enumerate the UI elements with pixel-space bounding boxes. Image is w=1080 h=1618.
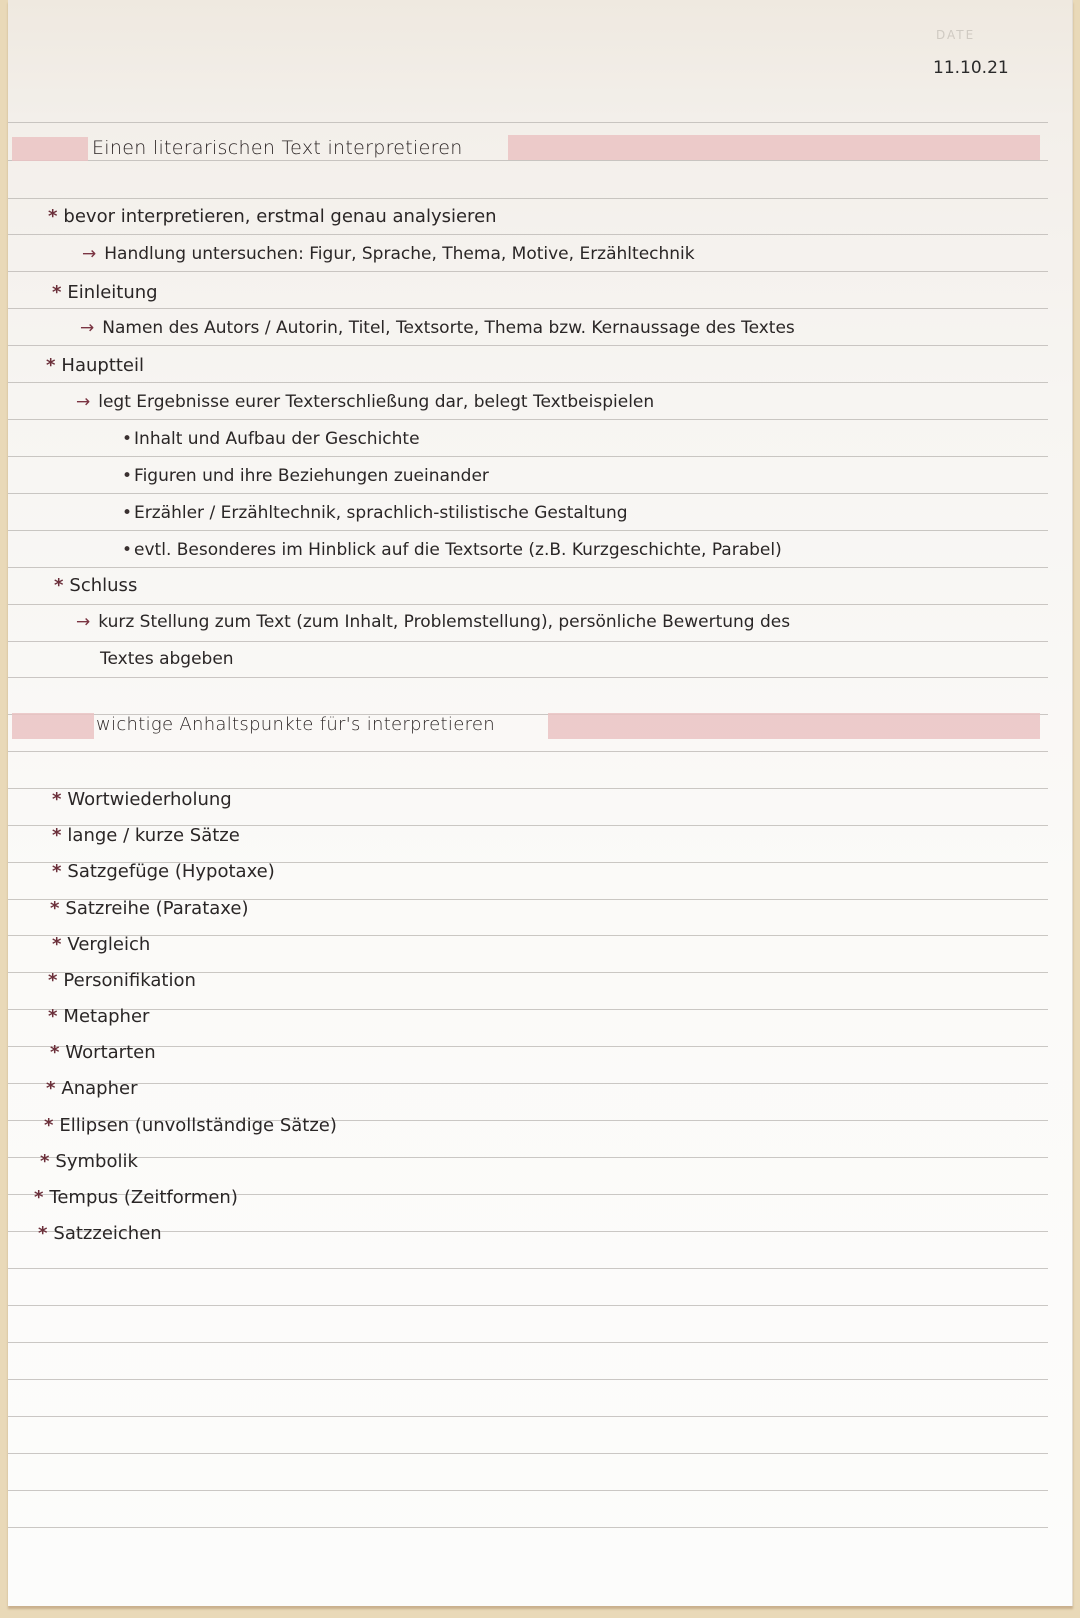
arrow-icon: → [82,244,97,264]
list-item: * Hauptteil [46,355,145,376]
asterisk-icon: * [40,1151,50,1172]
asterisk-icon: * [48,970,58,991]
list-item: * Schluss [54,575,138,596]
list-item: • evtl. Besonderes im Hinblick auf die Textsorte (z.B. Kurzgeschichte, Parabel) [122,540,782,560]
highlight-left [12,713,94,739]
section-title-2: wichtige Anhaltspunkte für's interpretieren [96,714,495,735]
list-item: * Anapher [46,1078,138,1099]
list-item: * Tempus (Zeitformen) [34,1187,238,1208]
highlight-right [548,713,1040,739]
list-item: * Satzgefüge (Hypotaxe) [52,861,275,882]
list-item: → Namen des Autors / Autorin, Titel, Textsorte, Thema bzw. Kernaussage des Textes [80,318,795,338]
list-item: → Handlung untersuchen: Figur, Sprache, Thema, Motive, Erzähltechnik [82,244,695,264]
asterisk-icon: * [48,1006,58,1027]
list-item: • Inhalt und Aufbau der Geschichte [122,429,420,449]
list-item: * bevor interpretieren, erstmal genau analysieren [48,206,497,227]
list-item: • Erzähler / Erzähltechnik, sprachlich-stilistische Gestaltung [122,503,628,523]
arrow-icon: → [80,318,95,338]
bullet-dot-icon: • [122,429,133,449]
list-item: * Wortarten [50,1042,156,1063]
asterisk-icon: * [34,1187,44,1208]
list-item: * Ellipsen (unvollständige Sätze) [44,1115,337,1136]
list-item: * Metapher [48,1006,150,1027]
asterisk-icon: * [52,825,62,846]
asterisk-icon: * [54,575,64,596]
list-item-continuation: Textes abgeben [100,649,234,669]
asterisk-icon: * [50,1042,60,1063]
bullet-dot-icon: • [122,466,133,486]
list-item: → legt Ergebnisse eurer Texterschließung dar, belegt Textbeispielen [76,392,655,412]
highlight-left [12,137,88,161]
asterisk-icon: * [38,1223,48,1244]
list-item: * Einleitung [52,282,158,303]
arrow-icon: → [76,392,91,412]
date-label: DATE [936,28,976,42]
asterisk-icon: * [44,1115,54,1136]
list-item: * Personifikation [48,970,196,991]
asterisk-icon: * [52,282,62,303]
asterisk-icon: * [52,789,62,810]
notebook-page [8,0,1073,1606]
list-item: • Figuren und ihre Beziehungen zueinander [122,466,489,486]
list-item: * Vergleich [52,934,151,955]
date-value: 11.10.21 [933,58,1009,78]
section-title-1: Einen literarischen Text interpretieren [92,137,463,159]
list-item: * Satzzeichen [38,1223,162,1244]
list-item: → kurz Stellung zum Text (zum Inhalt, Problemstellung), persönliche Bewertung des [76,612,791,632]
list-item: * Symbolik [40,1151,138,1172]
asterisk-icon: * [52,861,62,882]
bullet-dot-icon: • [122,540,133,560]
asterisk-icon: * [46,355,56,376]
asterisk-icon: * [48,206,58,227]
list-item: * lange / kurze Sätze [52,825,240,846]
asterisk-icon: * [50,898,60,919]
list-item: * Wortwiederholung [52,789,232,810]
bullet-dot-icon: • [122,503,133,523]
list-item: * Satzreihe (Parataxe) [50,898,249,919]
asterisk-icon: * [52,934,62,955]
arrow-icon: → [76,612,91,632]
asterisk-icon: * [46,1078,56,1099]
highlight-right [508,135,1040,160]
